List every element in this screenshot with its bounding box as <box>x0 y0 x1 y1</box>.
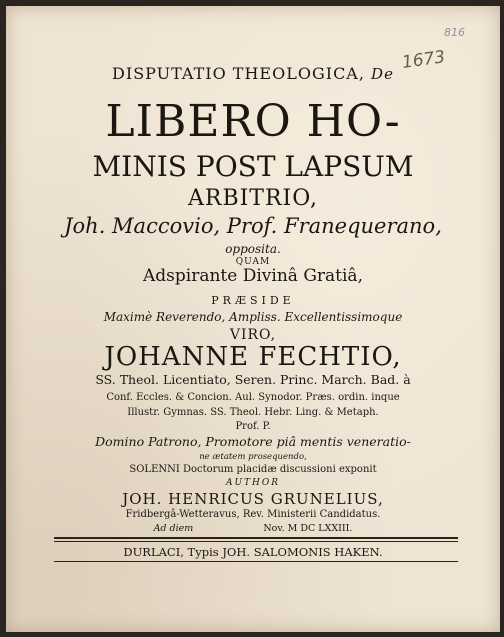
ne-line: ne ætatem prosequendo, <box>199 452 307 462</box>
imprint-rule-top-thin <box>54 541 458 542</box>
illustr-line: Illustr. Gymnas. SS. Theol. Hebr. Ling. & Metaph. <box>127 407 379 418</box>
respondent-name: JOH. HENRICUS GRUNELIUS, <box>122 490 384 508</box>
ad-diem: Ad diem <box>153 523 194 534</box>
opposita-line: opposita. <box>225 242 281 256</box>
imprint-line: DURLACI, Typis JOH. SALOMONIS HAKEN. <box>123 545 383 559</box>
title-libero: LIBERO HO- <box>105 96 401 147</box>
handwritten-corner-number: 816 <box>444 26 465 39</box>
respondent-origin: Fridbergâ-Wetteravus, Rev. Ministerii Candidatus. <box>125 509 381 520</box>
viro-line: VIRO, <box>229 327 277 343</box>
imprint-rule-bottom <box>54 561 458 562</box>
date-value: Nov. M DC LXXIII. <box>263 523 353 534</box>
praeses-name: JOHANNE FECHTIO, <box>104 342 402 372</box>
handwritten-year: 1673 <box>400 47 447 73</box>
praeses-title-line: SS. Theol. Licentiato, Seren. Princ. March. Bad. à <box>95 372 411 387</box>
date-line <box>6 523 500 534</box>
author-label: AUTHOR <box>225 478 281 488</box>
conf-line: Conf. Eccles. & Concion. Aul. Synodor. Præs. ordin. inque <box>106 392 400 403</box>
maxime-line: Maximè Reverendo, Ampliss. Excellentissimoque <box>103 310 403 324</box>
imprint-rule-top <box>54 537 458 539</box>
title-page <box>6 6 500 632</box>
title-de: De <box>371 65 394 83</box>
domino-line: Domino Patrono, Promotore piâ mentis veneratio- <box>95 434 411 449</box>
prof-line: Prof. P. <box>235 421 271 432</box>
opponent-line: Joh. Maccovio, Prof. Franequerano, <box>64 214 442 238</box>
adspirante-line: Adspirante Divinâ Gratiâ, <box>143 266 363 286</box>
quam-line: QUAM <box>235 257 271 267</box>
title-arbitrio: ARBITRIO, <box>188 186 318 211</box>
title-minis: MINIS POST LAPSUM <box>92 150 414 183</box>
solenni-line: SOLENNI Doctorum placidæ discussioni exponit <box>129 464 377 475</box>
title-disputatio: DISPUTATIO THEOLOGICA, De <box>112 64 394 83</box>
praeside-line: PRÆSIDE <box>211 294 295 307</box>
